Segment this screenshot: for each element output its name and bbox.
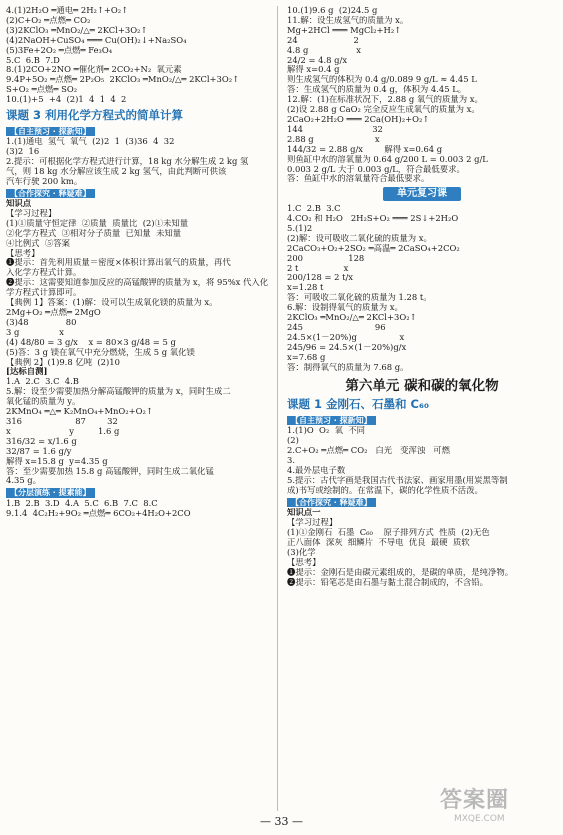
answer-line: 11.解：设生成氢气的质量为 x。 bbox=[287, 15, 409, 25]
review-banner bbox=[287, 187, 557, 201]
answer-line: 8.(1)2CO+2NO ═催化剂═ 2CO₂+N₂ 氧元素 bbox=[6, 65, 182, 75]
answer-line: ❷提示：铅笔芯是由石墨与黏土混合制成的，不含铅。 bbox=[287, 577, 488, 587]
answer-line: 入化学方程式计算。 bbox=[6, 268, 82, 278]
answer-line: (3)化学 bbox=[287, 547, 316, 557]
answer-line: 24/2 = 4.8 g/x bbox=[287, 55, 348, 65]
answer-line: 【典例 2】(1)9.8 亿吨 (2)10 bbox=[6, 357, 120, 367]
answer-line: 4.CO₂ 和 H₂O 2H₂S+O₂ ═══ 2S↓+2H₂O bbox=[287, 214, 459, 224]
answer-line: (4)2NaOH+CuSO₄ ═══ Cu(OH)₂↓+Na₂SO₄ bbox=[6, 35, 187, 45]
answer-line: (2) bbox=[287, 436, 299, 446]
answer-line: x y 1.6 g bbox=[6, 426, 120, 436]
answer-line: 4.8 g x bbox=[287, 45, 361, 55]
answer-line: 1.(1)O O₂ 氧 不同 bbox=[287, 426, 366, 436]
answer-line: 正八面体 深灰 细鳞片 不导电 优良 最硬 质软 bbox=[287, 537, 470, 547]
answer-line: 答：生成氢气的质量为 0.4 g，体积为 4.45 L。 bbox=[287, 85, 467, 95]
answer-line: 4.最外层电子数 bbox=[287, 466, 346, 476]
answer-line: 9.4P+5O₂ ═点燃═ 2P₂O₅ 2KClO₃ ═MnO₂/△═ 2KCl+3O₂↑ bbox=[6, 75, 240, 85]
answer-line: (5)答：3 g 镁在氧气中充分燃烧，生成 5 g 氧化镁 bbox=[6, 347, 195, 357]
answer-line: 6.解：设制得氧气的质量为 x。 bbox=[287, 303, 403, 313]
answer-line: 解得 x=15.8 g y=4.35 g bbox=[6, 456, 108, 466]
answer-line: 32/87 = 1.6 g/y bbox=[6, 446, 72, 456]
answer-line: 4.35 g。 bbox=[6, 476, 42, 486]
answer-line: 答：至少需要加热 15.8 g 高锰酸钾，同时生成二氧化锰 bbox=[6, 466, 214, 476]
section-header-row bbox=[287, 496, 557, 508]
answer-line: 1.(1)通电 氢气 氧气 (2)2 1 (3)36 4 32 bbox=[6, 137, 175, 147]
page-number: — 33 — bbox=[260, 815, 303, 828]
answer-line: 144/32 = 2.88 g/x 解得 x=0.64 g bbox=[287, 144, 443, 154]
answer-line: 答：鱼缸中水的溶氧量符合最低要求。 bbox=[287, 174, 430, 184]
section-header: 【合作探究 · 释疑难】 bbox=[6, 189, 95, 198]
answer-line: (5)3Fe+2O₂ ═点燃═ Fe₃O₄ bbox=[6, 45, 113, 55]
watermark-logo bbox=[440, 788, 558, 830]
answer-line: ❶提示：金刚石是由碳元素组成的，是碳的单质，是纯净物。 bbox=[287, 567, 514, 577]
answer-line: 316/32 = x/1.6 g bbox=[6, 436, 77, 446]
answer-line: 学方程式计算即可。 bbox=[6, 288, 82, 298]
unit-title: 第六单元 碳和碳的氧化物 bbox=[345, 377, 499, 394]
answer-line: 则生成氢气的体积为 0.4 g/0.089 9 g/L ≈ 4.45 L bbox=[287, 75, 477, 85]
answer-line: 2CaCO₃+O₂+2SO₂ ═高温═ 2CaSO₄+2CO₂ bbox=[287, 243, 460, 253]
answer-line: 1.C 2.B 3.C bbox=[287, 204, 341, 214]
answer-line: 2KClO₃ ═MnO₂/△═ 2KCl+3O₂↑ bbox=[287, 313, 417, 323]
answer-line: 2.C+O₂ ═点燃═ CO₂ 白光 变浑浊 可燃 bbox=[287, 446, 451, 456]
watermark-url: MXQE.COM bbox=[454, 813, 505, 824]
answer-line: 245 96 bbox=[287, 322, 386, 332]
answer-line: 5.解：设至少需要加热分解高锰酸钾的质量为 x，同时生成二 bbox=[6, 387, 231, 397]
answer-line: 1.B 2.B 3.D 4.A 5.C 6.B 7.C 8.C bbox=[6, 498, 158, 508]
answer-line: 成)书写或绘制的。在常温下，碳的化学性质不活泼。 bbox=[287, 485, 483, 495]
answer-line: 2KMnO₄ ═△═ K₂MnO₄+MnO₂+O₂↑ bbox=[6, 407, 153, 417]
right-column bbox=[287, 6, 557, 587]
answer-line: 200/128 = 2 t/x bbox=[287, 273, 354, 283]
answer-line: 解得 x=0.4 g bbox=[287, 65, 340, 75]
answer-line: x=7.68 g bbox=[287, 352, 326, 362]
subsection-label: [达标自测] bbox=[6, 367, 48, 377]
answer-line: 24.5×(1－20%)g x bbox=[287, 332, 405, 342]
answer-line: 24 2 bbox=[287, 35, 359, 45]
answer-line: 【典例 1】答案：(1)解：设可以生成氧化镁的质量为 x。 bbox=[6, 298, 218, 308]
answer-line: 12.解：(1)在标准状况下，2.88 g 氧气的质量为 x。 bbox=[287, 95, 483, 105]
answer-line: Mg+2HCl ═══ MgCl₂+H₂↑ bbox=[287, 25, 402, 35]
answer-line: 【思考】 bbox=[6, 248, 40, 258]
answer-line: (1)①质量守恒定律 ②质量 质量比 (2)①未知量 bbox=[6, 218, 189, 228]
answer-line: 200 128 bbox=[287, 253, 365, 263]
answer-line: 【思考】 bbox=[287, 557, 321, 567]
answer-line: ❷提示：这需要知道参加反应的高锰酸钾的质量为 x，将 95%x 代入化 bbox=[6, 278, 268, 288]
answer-line: 则鱼缸中水的溶氧量为 0.64 g/200 L = 0.003 2 g/L bbox=[287, 154, 488, 164]
answer-line: x=1.28 t bbox=[287, 283, 324, 293]
answer-line: (3)2KClO₃ ═MnO₂/△═ 2KCl+3O₂↑ bbox=[6, 25, 148, 35]
answer-line: (3)2 16 bbox=[6, 146, 40, 156]
section-header-row bbox=[6, 486, 268, 498]
answer-line: (2)解：设可吸收二氧化硫的质量为 x。 bbox=[287, 233, 432, 243]
answer-line: 2 t x bbox=[287, 263, 349, 273]
subsection-label: 知识点一 bbox=[287, 508, 321, 518]
answer-line: 2.88 g x bbox=[287, 134, 380, 144]
answer-line: 316 87 32 bbox=[6, 416, 118, 426]
watermark-text: 答案圈 bbox=[440, 788, 510, 813]
answer-line: 5.提示：古代字画是我国古代书法家、画家用墨(用炭黑等制 bbox=[287, 475, 508, 485]
answer-line: ②化学方程式 ③相对分子质量 已知量 未知量 bbox=[6, 228, 182, 238]
lesson-title: 课题 1 金刚石、石墨和 C₆₀ bbox=[287, 397, 430, 412]
answer-line: 144 32 bbox=[287, 124, 383, 134]
lesson-title: 课题 3 利用化学方程式的简单计算 bbox=[6, 108, 184, 123]
column-divider bbox=[277, 6, 278, 811]
answer-line: 5.(1)2 bbox=[287, 223, 313, 233]
section-header: 【合作探究 · 释疑难】 bbox=[287, 498, 376, 507]
section-header: 【分层演练 · 提素能】 bbox=[6, 488, 95, 497]
answer-line: 气，则 18 kg 水分解应该生成 2 kg 氢气，由此判断可供该 bbox=[6, 166, 227, 176]
answer-line: 答：制得氧气的质量为 7.68 g。 bbox=[287, 362, 409, 372]
answer-line: 2.提示：可根据化学方程式进行计算，18 kg 水分解生成 2 kg 氢 bbox=[6, 156, 249, 166]
section-header-row bbox=[6, 125, 268, 137]
answer-line: S+O₂ ═点燃═ SO₂ bbox=[6, 85, 78, 95]
answer-line: 10.(1)+5 +4 (2)1 4 1 4 2 bbox=[6, 95, 127, 105]
left-column bbox=[6, 6, 268, 519]
review-banner-label: 单元复习课 bbox=[383, 187, 461, 201]
section-header: 【自主预习 · 探新知】 bbox=[287, 416, 376, 425]
answer-line: 汽车行驶 200 km。 bbox=[6, 176, 83, 186]
answer-line: 4.(1)2H₂O ═通电═ 2H₂↑+O₂↑ bbox=[6, 6, 129, 15]
answer-line: 3. bbox=[287, 456, 295, 466]
answer-line: (1)①金刚石 石墨 C₆₀ 原子排列方式 性质 (2)无色 bbox=[287, 528, 490, 538]
answer-line: 245/96 = 24.5×(1－20%)g/x bbox=[287, 342, 407, 352]
answer-line: 3 g x bbox=[6, 327, 65, 337]
answer-line: ❶提示：首先利用质量＝密度×体积计算出氧气的质量，再代 bbox=[6, 258, 231, 268]
answer-line: 1.A 2.C 3.C 4.B bbox=[6, 377, 79, 387]
answer-line: 答：可吸收二氧化硫的质量为 1.28 t。 bbox=[287, 293, 432, 303]
answer-line: (2)C+O₂ ═点燃═ CO₂ bbox=[6, 15, 91, 25]
answer-line: 10.(1)9.6 g (2)24.5 g bbox=[287, 6, 378, 15]
answer-line: 0.003 2 g/L 大于 0.003 g/L，符合最低要求。 bbox=[287, 164, 465, 174]
answer-line: 【学习过程】 bbox=[6, 208, 57, 218]
answer-line: 9.1.4 4C₂H₂+9O₂ ═点燃═ 6CO₂+4H₂O+2CO bbox=[6, 508, 191, 518]
section-header-row bbox=[287, 414, 557, 426]
subsection-label: 知识点 bbox=[6, 199, 32, 209]
answer-line: 氧化锰的质量为 y。 bbox=[6, 397, 81, 407]
answer-line: (4) 48/80 = 3 g/x x = 80×3 g/48 = 5 g bbox=[6, 337, 176, 347]
answer-line: 2Mg+O₂ ═点燃═ 2MgO bbox=[6, 308, 101, 317]
answer-line: ④比例式 ⑤答案 bbox=[6, 238, 70, 248]
answer-line: 2CaO₂+2H₂O ═══ 2Ca(OH)₂+O₂↑ bbox=[287, 114, 430, 124]
answer-line: 5.C 6.B 7.D bbox=[6, 55, 60, 65]
section-header-row bbox=[6, 187, 268, 199]
answer-line: (3)48 80 bbox=[6, 317, 77, 327]
answer-line: 【学习过程】 bbox=[287, 518, 338, 528]
answer-line: (2)设 2.88 g CaO₂ 完全反应生成氧气的质量为 x。 bbox=[287, 105, 480, 115]
section-header: 【自主预习 · 探新知】 bbox=[6, 127, 95, 136]
